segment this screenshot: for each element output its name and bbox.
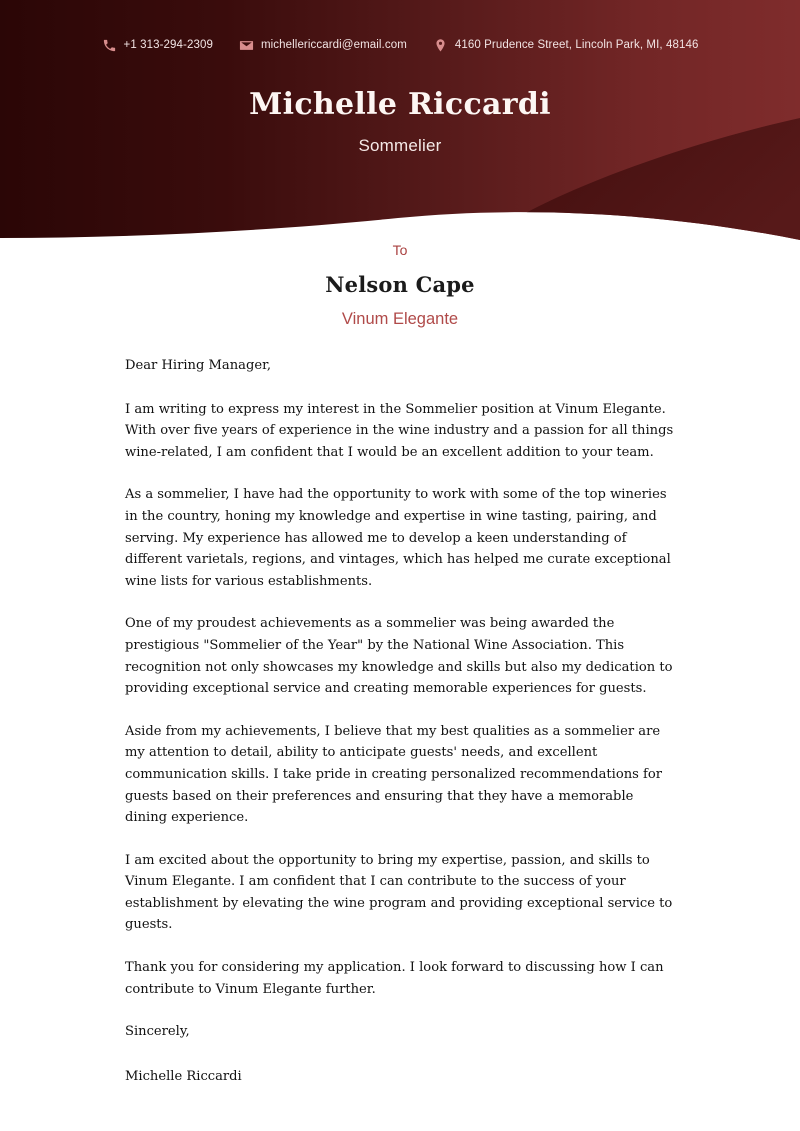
letter-paragraph: Thank you for considering my application. I look forward to discussing how I can contribute to Vinum Elegante further. <box>125 960 664 997</box>
contact-bar <box>0 38 800 53</box>
contact-item-address[interactable] <box>420 38 712 53</box>
contact-item-email[interactable] <box>226 38 420 53</box>
recipient-to-label: To <box>392 242 408 258</box>
header-banner <box>0 0 800 250</box>
letter-signature: Michelle Riccardi <box>125 1068 242 1084</box>
letter-paragraph: I am excited about the opportunity to bring my expertise, passion, and skills to Vinum Elegante. I am confident that I can contribute to the success of your establishment by elevating the wine program and providing exceptional service to guests. <box>125 852 673 933</box>
letter-salutation: Dear Hiring Manager, <box>125 358 272 373</box>
applicant-name: Michelle Riccardi <box>249 87 551 122</box>
letter-paragraph: As a sommelier, I have had the opportunity to work with some of the top wineries in the country, honing my knowledge and expertise in wine tasting, pairing, and serving. My experience has allowed me to develop a keen understanding of different varietals, regions, and vintages, which has helped me curate exceptional wine lists for various establishments. <box>125 487 671 589</box>
email-address: michellericcardi@email.com <box>260 38 407 51</box>
letter-paragraph: I am writing to express my interest in the Sommelier position at Vinum Elegante. With over five years of experience in the wine industry and a passion for all things wine-related, I am confident that I would be an excellent addition to your team. <box>125 401 674 460</box>
letter-closing: Sincerely, <box>125 1024 190 1040</box>
recipient-name: Nelson Cape <box>325 272 475 297</box>
phone-icon <box>102 38 117 53</box>
street-address: 4160 Prudence Street, Lincoln Park, MI, 48146 <box>454 38 699 51</box>
location-pin-icon <box>433 38 448 53</box>
letter-paragraph: One of my proudest achievements as a sommelier was being awarded the prestigious "Sommelier of the Year" by the National Wine Association. This recognition not only showcases my knowledge and skills but also my dedication to providing exceptional service and creating memorable experiences for guests. <box>125 616 673 697</box>
recipient-block <box>0 243 800 328</box>
applicant-job-title: Sommelier <box>358 135 442 155</box>
applicant-identity <box>0 88 800 154</box>
letter-paragraph: Aside from my achievements, I believe that my best qualities as a sommelier are my attention to detail, ability to anticipate guests' needs, and excellent communication skills. I take pride in creating personalized recommendations for guests based on their preferences and ensuring that they have a memorable dining experience. <box>125 723 663 826</box>
contact-item-phone[interactable] <box>89 38 226 53</box>
phone-number: +1 313-294-2309 <box>123 38 213 51</box>
letter-body <box>125 355 675 1087</box>
recipient-company: Vinum Elegante <box>341 310 459 328</box>
envelope-icon <box>239 38 254 53</box>
